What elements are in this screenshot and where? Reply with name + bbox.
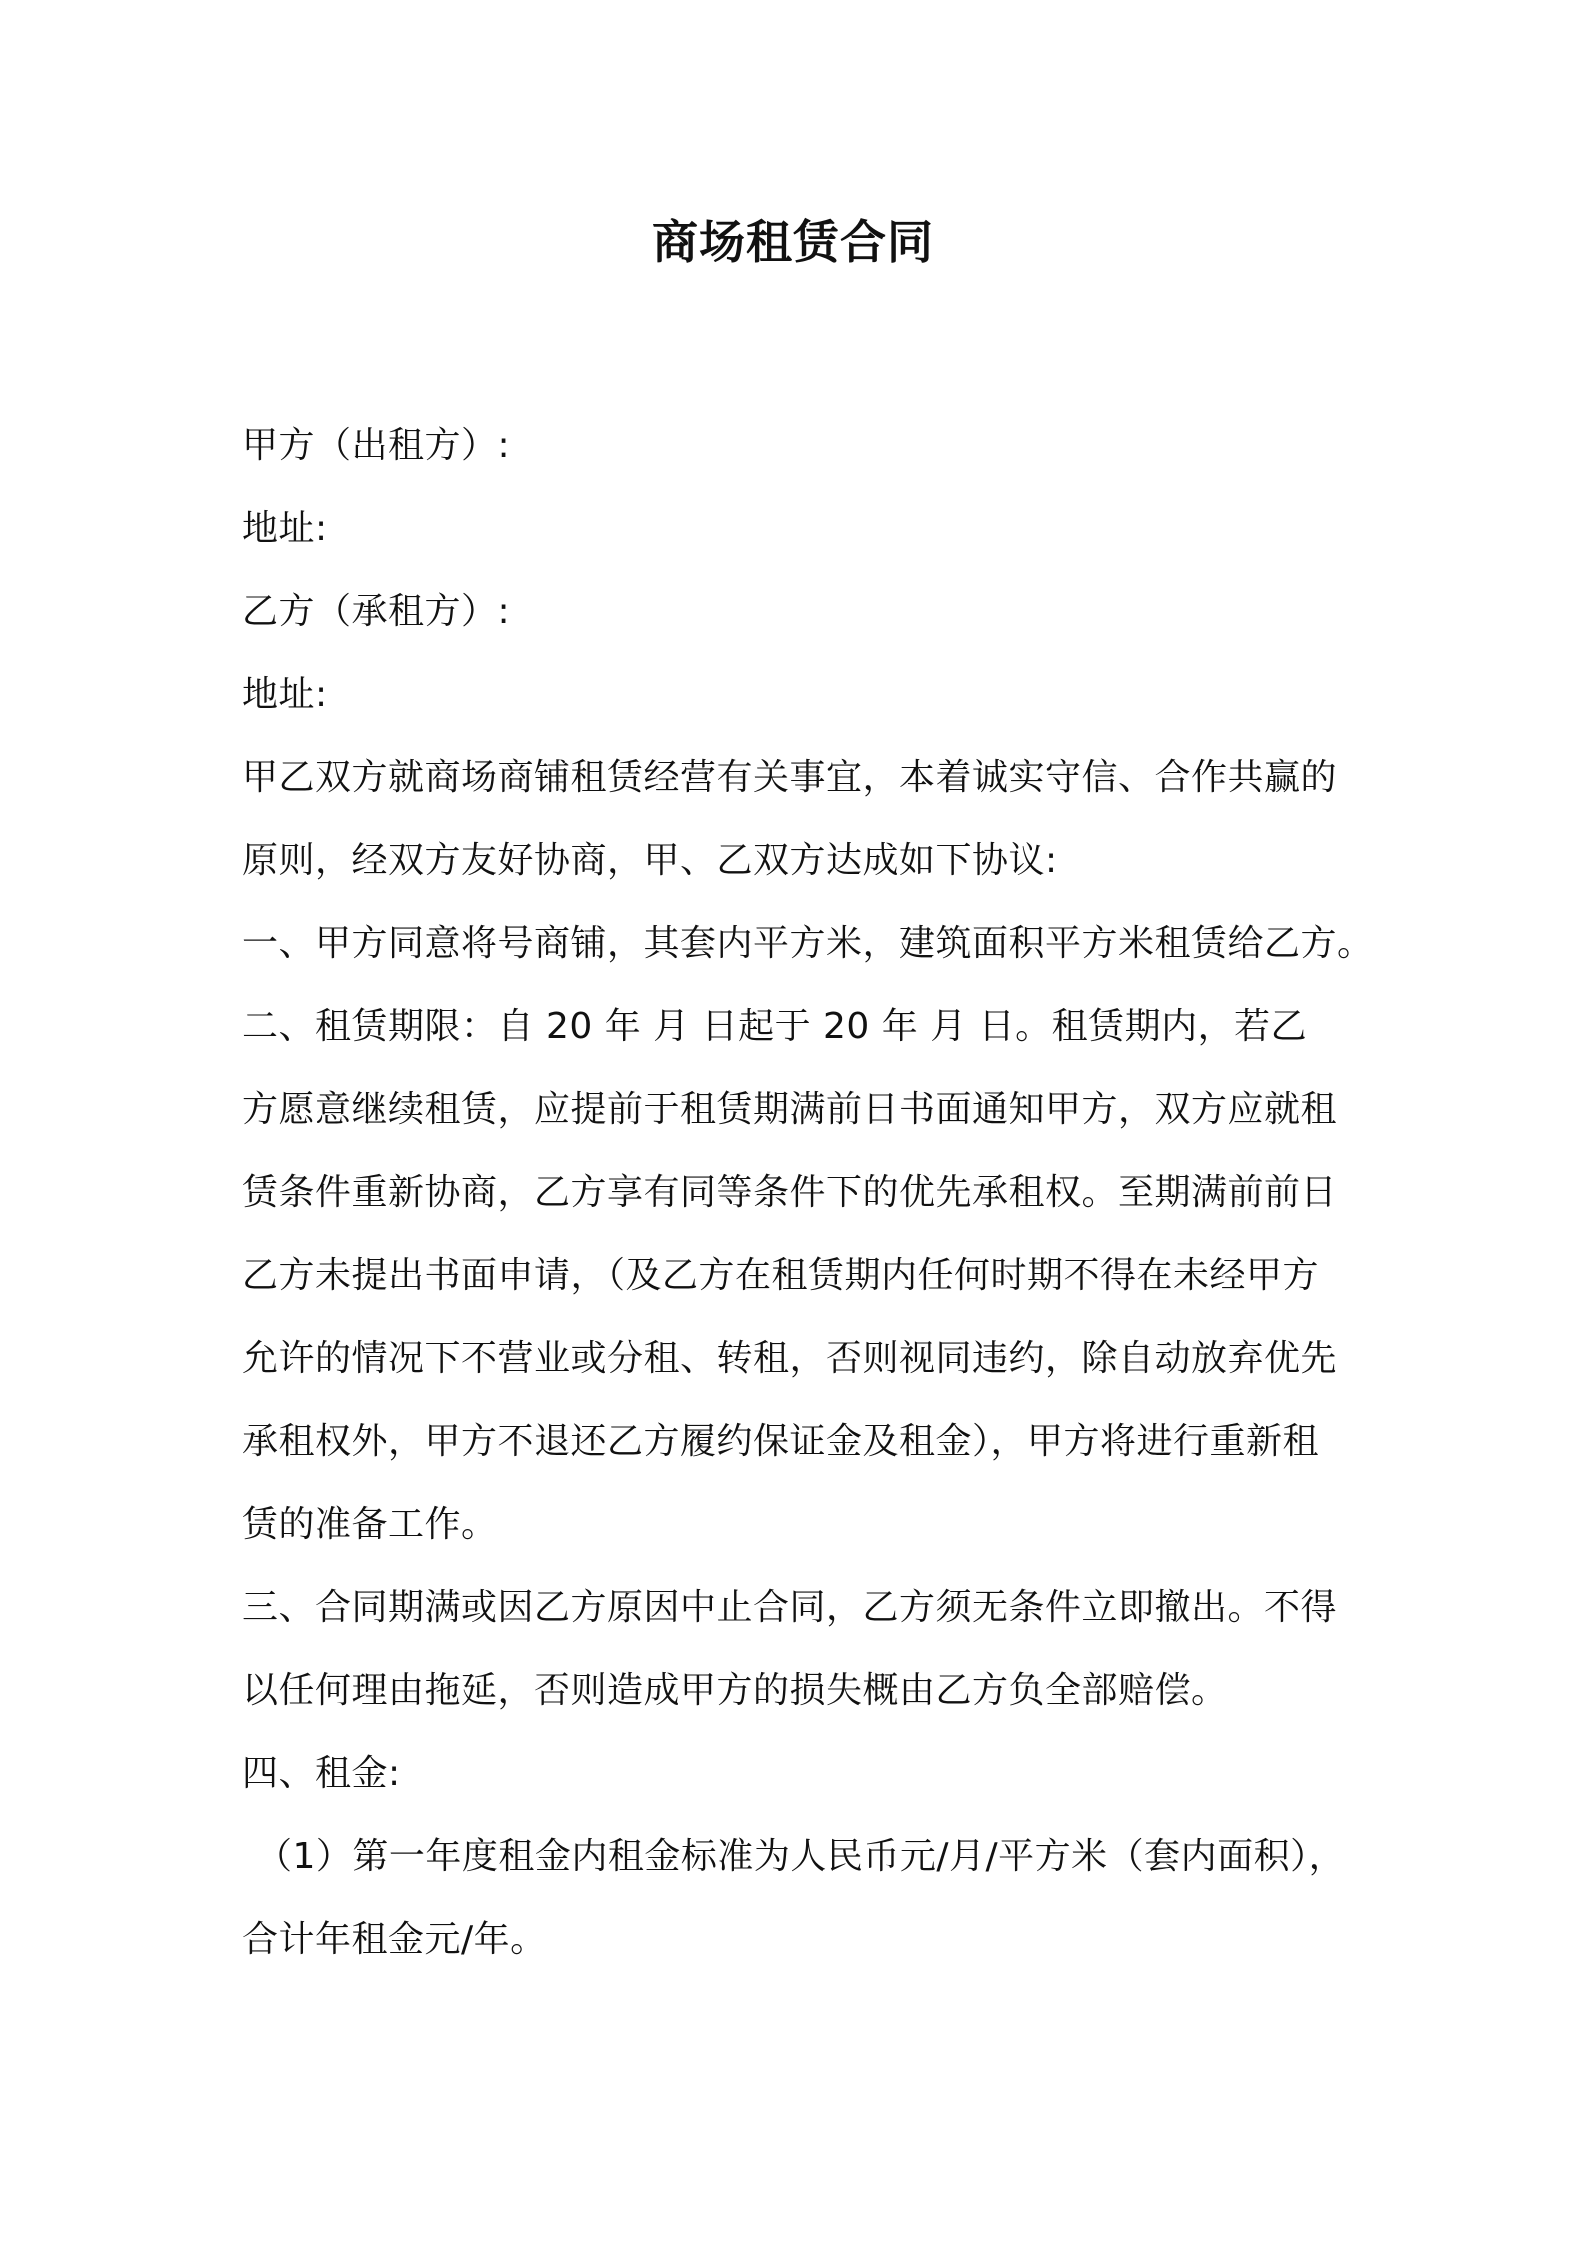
clause-2-line: 二、租赁期限：自 20 年 月 日起于 20 年 月 日。租赁期内，若乙 [242,1006,1308,1047]
clause-3-line: 以任何理由拖延，否则造成甲方的损失概由乙方负全部赔偿。 [242,1670,1228,1711]
clause-1-line: 一、甲方同意将号商铺，其套内平方米，建筑面积平方米租赁给乙方。 [242,923,1374,964]
document-title: 商场租赁合同 [652,215,934,269]
document-body [242,404,1374,1981]
clause-4-item-1: （1）第一年度租金内租金标准为人民币元/月/平方米（套内面积）， [256,1836,1346,1877]
lessee-address-line: 地址: [242,674,328,715]
lessee-line: 乙方（承租方）: [242,591,511,632]
clause-4-item-1: 合计年租金元/年。 [242,1919,547,1960]
clause-4-heading: 四、租金: [242,1753,401,1794]
clause-2-line: 承租权外，甲方不退还乙方履约保证金及租金），甲方将进行重新租 [242,1421,1320,1462]
clause-3-line: 三、合同期满或因乙方原因中止合同，乙方须无条件立即撤出。不得 [242,1587,1338,1628]
lessor-address-line: 地址: [242,508,328,549]
clause-2-line: 方愿意继续租赁，应提前于租赁期满前日书面通知甲方，双方应就租 [242,1089,1338,1130]
lessor-line: 甲方（出租方）: [242,425,511,466]
clause-2-line: 赁条件重新协商，乙方享有同等条件下的优先承租权。至期满前前日 [242,1172,1338,1213]
clause-2-line: 允许的情况下不营业或分租、转租，否则视同违约，除自动放弃优先 [242,1338,1338,1379]
clause-2-line: 赁的准备工作。 [242,1504,498,1545]
preamble-line: 甲乙双方就商场商铺租赁经营有关事宜，本着诚实守信、合作共赢的 [242,757,1338,798]
preamble-line: 原则，经双方友好协商，甲、乙双方达成如下协议: [242,840,1058,881]
clause-2-line: 乙方未提出书面申请，（及乙方在租赁期内任何时期不得在未经甲方 [242,1255,1320,1296]
